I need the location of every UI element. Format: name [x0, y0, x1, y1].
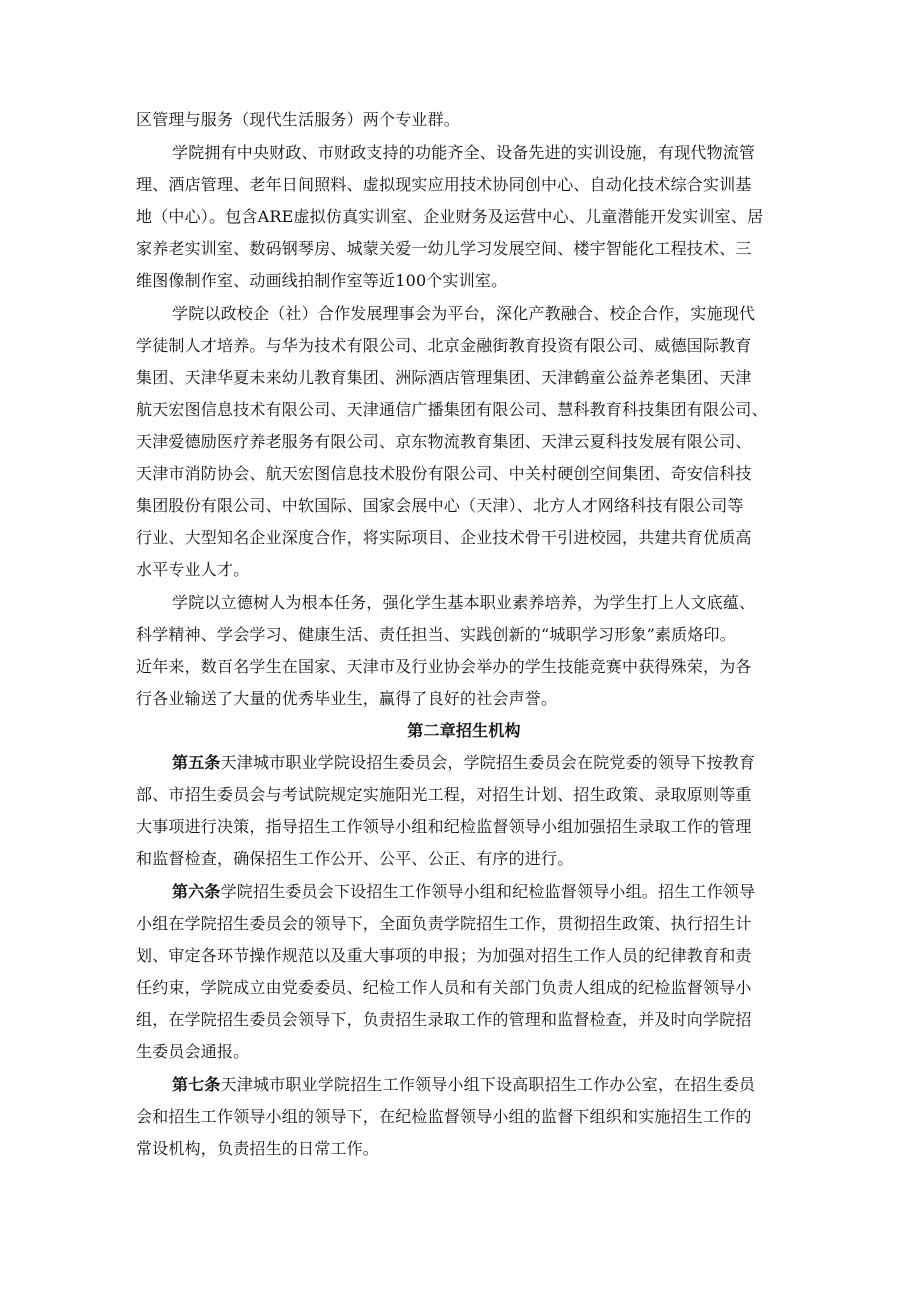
- paragraph-line: 部、市招生委员会与考试院规定实施阳光工程，对招生计划、招生政策、录取原则等重: [136, 785, 752, 804]
- paragraph-line: 学徒制人才培养。与华为技术有限公司、北京金融街教育投资有限公司、威德国际教育: [136, 336, 752, 355]
- paragraph-line: 常设机构，负责招生的日常工作。: [136, 1139, 380, 1158]
- paragraph-line: 行各业输送了大量的优秀毕业生，赢得了良好的社会声誉。: [136, 689, 558, 708]
- paragraph-morals: [136, 593, 792, 709]
- paragraph-line: [136, 1075, 792, 1095]
- paragraph-line: [136, 753, 792, 773]
- paragraph-line: 区管理与服务（现代生活服务）两个专业群。: [136, 110, 461, 129]
- paragraph-line: 集团股份有限公司、中软国际、国家会展中心（天津）、北方人才网络科技有限公司等: [136, 496, 744, 515]
- paragraph-line: [136, 882, 792, 902]
- paragraph-line: 近年来，数百名学生在国家、天津市及行业协会举办的学生技能竞赛中获得殊荣，为各: [136, 657, 752, 676]
- article-7: [136, 1075, 792, 1159]
- paragraph-line: 航天宏图信息技术有限公司、天津通信广播集团有限公司、慧科教育科技集团有限公司、: [136, 400, 768, 419]
- paragraph-cooperation: [136, 304, 792, 580]
- paragraph-line: 水平专业人才。: [136, 560, 250, 579]
- paragraph-line: 天津市消防协会、航天宏图信息技术股份有限公司、中关村硬创空间集团、奇安信科技: [136, 464, 752, 483]
- article-label: 第七条: [172, 1075, 221, 1094]
- paragraph-line: 理、酒店管理、老年日间照料、虚拟现实应用技术协同创中心、自动化技术综合实训基: [136, 175, 752, 194]
- paragraph-line: 行业、大型知名企业深度合作，将实际项目、企业技术骨干引进校园，共建共育优质高: [136, 528, 752, 547]
- paragraph-line: 和监督检查，确保招生工作公开、公平、公正、有序的进行。: [136, 849, 574, 868]
- paragraph-line: 生委员会通报。: [136, 1042, 250, 1061]
- paragraph-line: 科学精神、学会学习、健康生活、责任担当、实践创新的“城职学习形象”素质烙印。: [136, 625, 736, 644]
- article-text: 天津城市职业学院设招生委员会，学院招生委员会在院党委的领导下按教育: [220, 753, 756, 772]
- document-page: [136, 110, 792, 1159]
- paragraph-line: 学院拥有中央财政、市财政支持的功能齐全、设备先进的实训设施，有现代物流管: [172, 143, 756, 162]
- article-6: [136, 882, 792, 1062]
- paragraph-line: 大事项进行决策，指导招生工作领导小组和纪检监督领导小组加强招生录取工作的管理: [136, 817, 752, 836]
- paragraph-line: 会和招生工作领导小组的领导下，在纪检监督领导小组的监督下组织和实施招生工作的: [136, 1107, 752, 1126]
- chapter-heading: 第二章招生机构: [407, 721, 521, 740]
- paragraph-line: 学院以政校企（社）合作发展理事会为平台，深化产教融合、校企合作，实施现代: [172, 304, 756, 323]
- paragraph-line: 学院以立德树人为根本任务，强化学生基本职业素养培养，为学生打上人文底蕴、: [172, 593, 756, 612]
- article-label: 第六条: [172, 882, 221, 901]
- paragraph-line: 维图像制作室、动画线拍制作室等近100个实训室。: [136, 271, 508, 290]
- paragraph-line: 任约束，学院成立由党委委员、纪检工作人员和有关部门负责人组成的纪检监督领导小: [136, 978, 752, 997]
- paragraph-line: 划、审定各环节操作规范以及重大事项的申报；为加强对招生工作人员的纪律教育和责: [136, 946, 752, 965]
- article-text: 天津城市职业学院招生工作领导小组下设高职招生工作办公室，在招生委员: [220, 1075, 756, 1094]
- paragraph-line: 小组在学院招生委员会的领导下，全面负责学院招生工作，贯彻招生政策、执行招生计: [136, 914, 752, 933]
- paragraph-facilities: [136, 143, 792, 291]
- article-text: 学院招生委员会下设招生工作领导小组和纪检监督领导小组。招生工作领导: [220, 882, 756, 901]
- article-label: 第五条: [172, 753, 221, 772]
- paragraph-line: 地（中心）。包含ARE虚拟仿真实训室、企业财务及运营中心、儿童潜能开发实训室、居: [136, 207, 764, 226]
- paragraph-line: 家养老实训室、数码钢琴房、城蒙关爱一幼儿学习发展空间、楼宇智能化工程技术、三: [136, 239, 752, 258]
- article-5: [136, 753, 792, 869]
- paragraph-line: 组，在学院招生委员会领导下，负责招生录取工作的管理和监督检查，并及时向学院招: [136, 1010, 752, 1029]
- paragraph-line: 天津爱德励医疗养老服务有限公司、京东物流教育集团、天津云夏科技发展有限公司、: [136, 432, 752, 451]
- paragraph-line: 集团、天津华夏未来幼儿教育集团、洲际酒店管理集团、天津鹤童公益养老集团、天津: [136, 368, 752, 387]
